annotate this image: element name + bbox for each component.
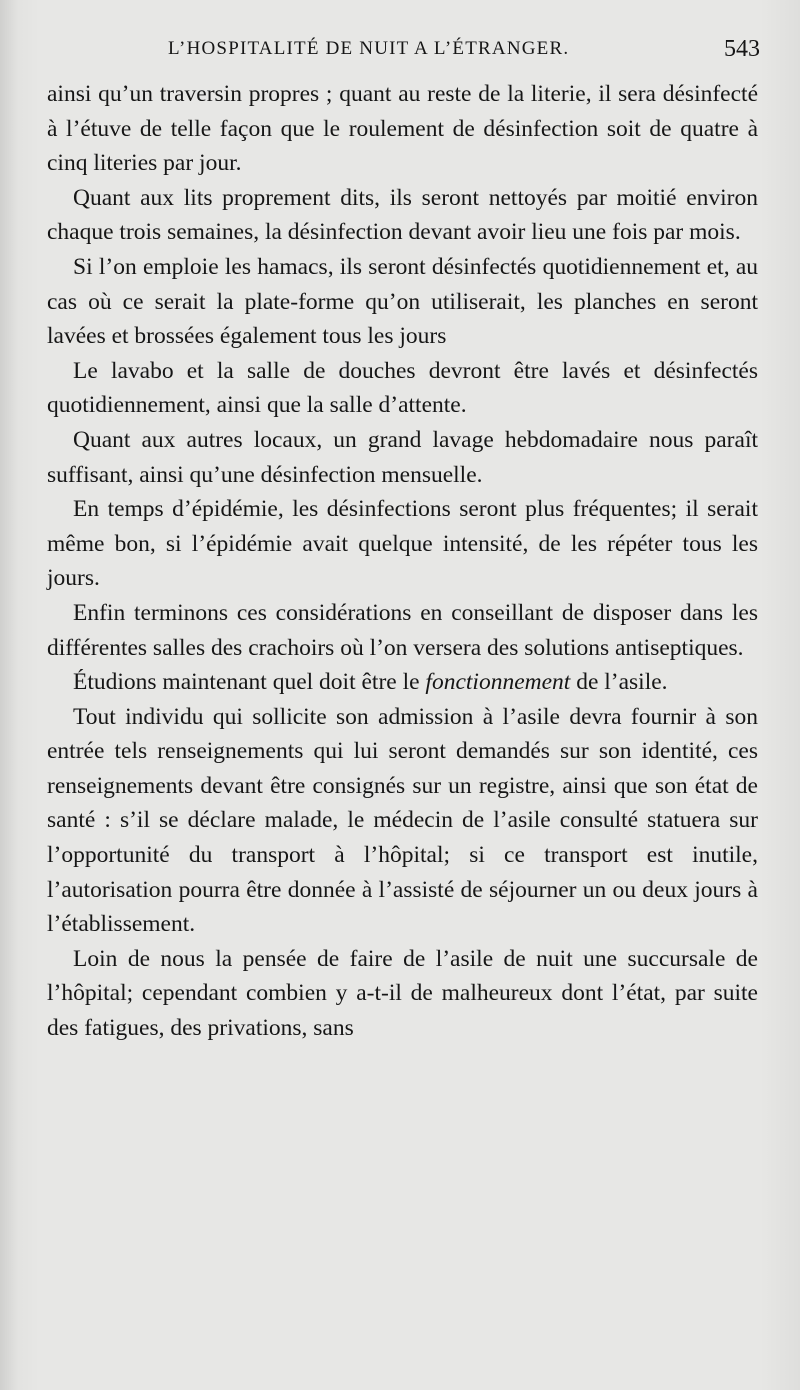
- page-number: 543: [724, 36, 760, 62]
- paragraph-8-before: Étudions maintenant quel doit être le: [73, 669, 426, 696]
- body-text: [47, 77, 758, 1046]
- paragraph-6: En temps d’épidémie, les désinfections seront plus fréquentes; il serait même bon, si l’épidémie avait quelque intensité, de les répéter tous les jours.: [47, 496, 758, 592]
- paragraph-3: Si l’on emploie les hamacs, ils seront désinfectés quotidiennement et, au cas où ce serait la plate-forme qu’on utiliserait, les planches en seront lavées et brossées également tous les jours: [47, 253, 758, 350]
- paragraph-7: Enfin terminons ces considérations en conseillant de disposer dans les différentes salles des crachoirs où l’on versera des solutions antiseptiques.: [47, 599, 758, 661]
- paragraph-8-after: de l’asile.: [570, 669, 668, 696]
- paragraph-9: Tout individu qui sollicite son admission à l’asile devra fournir à son entrée tels renseignements qui lui seront demandés sur son identité, ces renseignements devant être consignés sur un registre, ainsi que son état de santé : s’il se déclare malade, le médecin de l’asile consulté statuera sur l’opportunité du transport à l’hôpital; si ce transport est inutile, l’autorisation pourra être donnée à l’assisté de séjourner un ou deux jours à l’établissement.: [47, 703, 758, 938]
- running-title: L’HOSPITALITÉ DE NUIT A L’ÉTRANGER.: [168, 38, 570, 59]
- paragraph-2: Quant aux lits proprement dits, ils seront nettoyés par moitié environ chaque trois semaines, la désinfection devant avoir lieu une fois par mois.: [47, 184, 758, 246]
- paragraph-10: Loin de nous la pensée de faire de l’asile de nuit une succursale de l’hôpital; cependant combien y a-t-il de malheureux dont l’état, par suite des fatigues, des privations, sans: [47, 945, 758, 1042]
- paragraph-4: Le lavabo et la salle de douches devront être lavés et désinfectés quotidiennement, ainsi que la salle d’attente.: [47, 357, 758, 419]
- paragraph-8-emphasis: fonctionnement: [425, 669, 571, 696]
- paragraph-1: ainsi qu’un traversin propres ; quant au reste de la literie, il sera désinfecté à l’étuve de telle façon que le roulement de désinfection soit de quatre à cinq literies par jour.: [47, 81, 758, 177]
- page-header: [48, 36, 760, 70]
- paragraph-8: [47, 665, 758, 700]
- paragraph-5: Quant aux autres locaux, un grand lavage hebdomadaire nous paraît suffisant, ainsi qu’une désinfection mensuelle.: [47, 426, 758, 488]
